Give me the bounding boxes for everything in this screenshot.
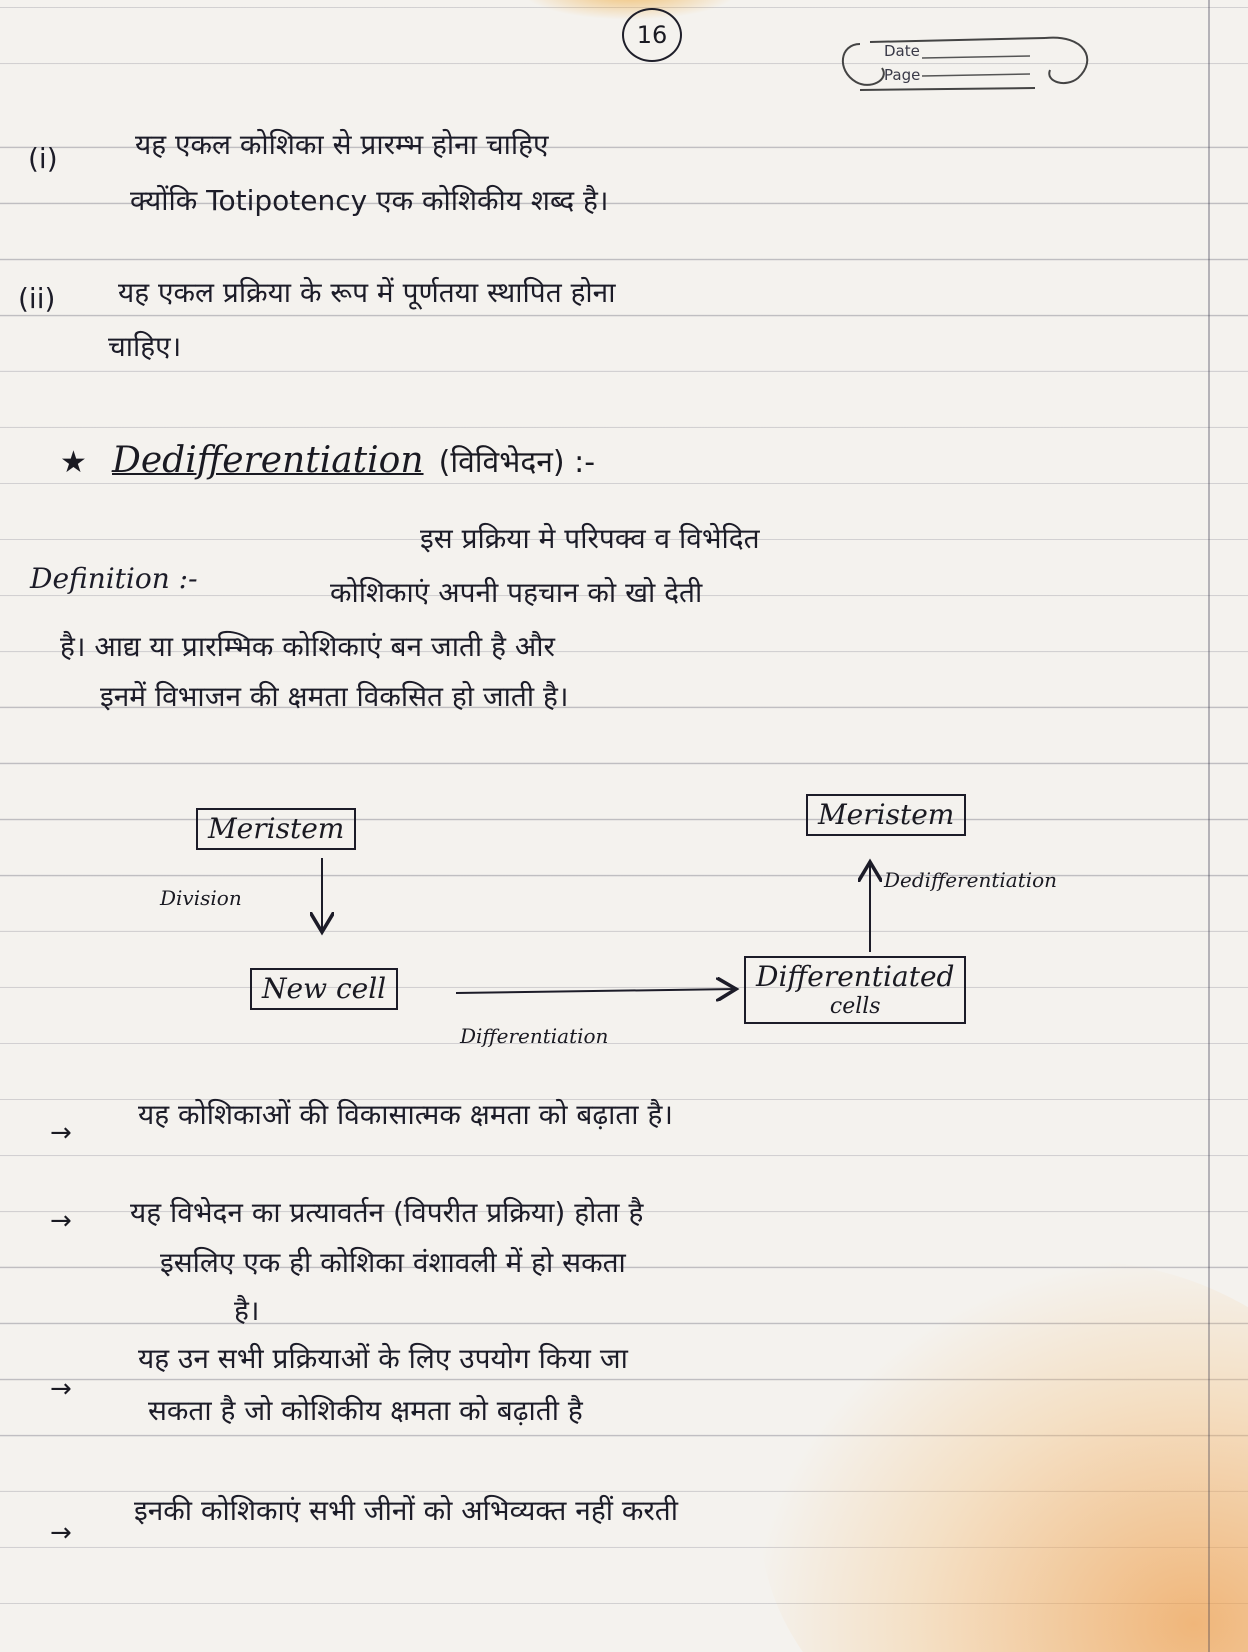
bullet-2-line-2: इसलिए एक ही कोशिका वंशावली में हो सकता <box>160 1246 626 1279</box>
meristem-left-box: Meristem <box>196 808 356 850</box>
point-1-continuation: क्योंकि Totipotency एक कोशिकीय शब्द है। <box>130 184 609 217</box>
bullet-3-line-1: यह उन सभी प्रक्रियाओं के लिए उपयोग किया जा <box>138 1342 628 1375</box>
point-1-number: (i) <box>28 142 58 175</box>
bullet-2-line-1: यह विभेदन का प्रत्यावर्तन (विपरीत प्रक्रिया) होता है <box>130 1196 644 1229</box>
bullet-3-line-2: सकता है जो कोशिकीय क्षमता को बढ़ाती है <box>148 1394 583 1427</box>
definition-line-1: इस प्रक्रिया मे परिपक्व व विभेदित <box>420 522 760 555</box>
bullet-4-arrow: → <box>50 1518 72 1548</box>
page-label: Page <box>884 66 921 84</box>
date-label: Date <box>884 42 920 60</box>
heading-hindi: (विविभेदन) :- <box>438 445 596 480</box>
bullet-4-text: इनकी कोशिकाएं सभी जीनों को अभिव्यक्त नहीं करती <box>134 1494 679 1527</box>
point-2-continuation: चाहिए। <box>108 330 182 363</box>
differentiation-label: Differentiation <box>460 1024 609 1048</box>
heading-title: Dedifferentiation <box>112 440 424 481</box>
new-cell-box: New cell <box>250 968 398 1010</box>
star-icon: ★ <box>60 445 87 480</box>
page-number: 16 <box>622 8 682 62</box>
bullet-2-arrow: → <box>50 1206 72 1236</box>
paper-stain-bottom <box>760 1260 1248 1652</box>
definition-label: Definition :- <box>30 562 198 595</box>
differentiated-cells-box <box>744 956 966 1024</box>
cells-label: cells <box>829 994 881 1019</box>
division-label: Division <box>160 886 242 910</box>
definition-line-4: इनमें विभाजन की क्षमता विकसित हो जाती है। <box>100 680 569 713</box>
differentiated-label: Differentiated <box>756 960 955 993</box>
bullet-2-line-3: है। <box>234 1294 260 1327</box>
definition-line-3: है। आद्य या प्रारम्भिक कोशिकाएं बन जाती है और <box>60 630 555 663</box>
point-1-text: यह एकल कोशिका से प्रारम्भ होना चाहिए <box>135 128 549 161</box>
bullet-1-text: यह कोशिकाओं की विकासात्मक क्षमता को बढ़ाता है। <box>138 1098 673 1131</box>
bullet-1-arrow: → <box>50 1118 72 1148</box>
meristem-right-box: Meristem <box>806 794 966 836</box>
dedifferentiation-label: Dedifferentiation <box>884 868 1058 892</box>
bullet-3-arrow: → <box>50 1374 72 1404</box>
differentiation-arrow <box>456 989 736 993</box>
definition-line-2: कोशिकाएं अपनी पहचान को खो देती <box>330 576 703 609</box>
point-2-text: यह एकल प्रक्रिया के रूप में पूर्णतया स्थापित होना <box>118 276 616 309</box>
point-2-number: (ii) <box>18 282 56 315</box>
